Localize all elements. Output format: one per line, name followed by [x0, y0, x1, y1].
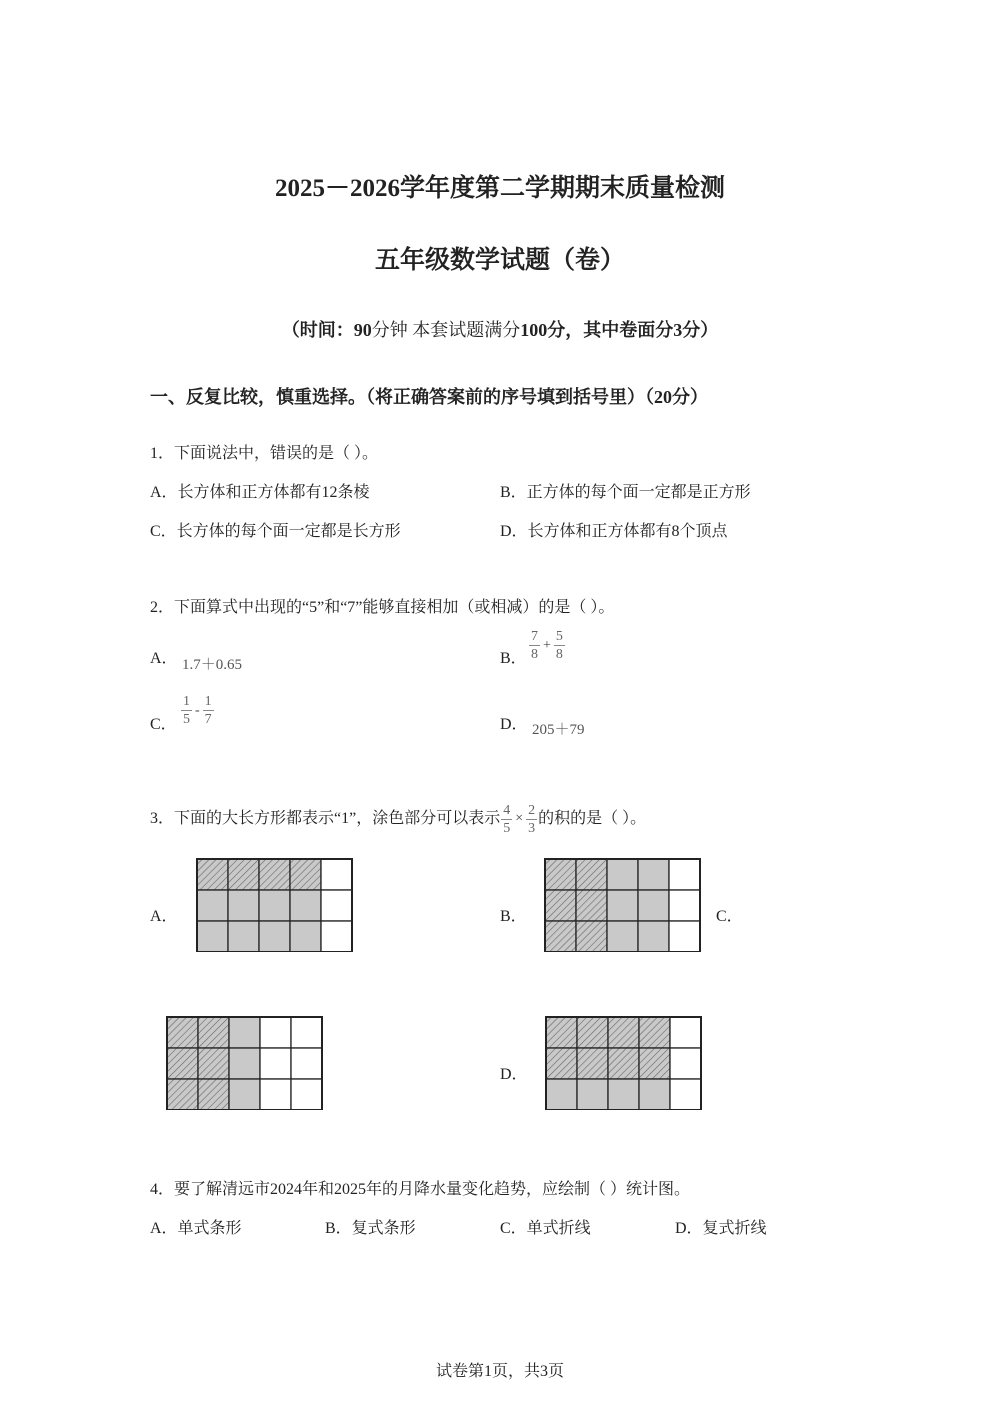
- grid-cell: [577, 1017, 608, 1048]
- question-1-stem: 1．下面说法中，错误的是（ ）。: [150, 445, 379, 462]
- grid-cell: [608, 1017, 639, 1048]
- grid-cell: [639, 1079, 670, 1110]
- question-2-option-c-label: C．: [150, 716, 177, 733]
- grid-cell: [198, 1079, 229, 1110]
- question-1-option-d: D．长方体和正方体都有8个顶点: [500, 523, 728, 540]
- grid-cell: [228, 890, 259, 921]
- question-4-option-d: D．复式折线: [675, 1220, 767, 1237]
- grid-cell: [260, 1048, 291, 1079]
- question-2-option-d-label: D．: [500, 716, 528, 733]
- question-3-option-b-label: B．: [500, 908, 527, 925]
- grid-cell: [576, 859, 607, 890]
- grid-cell: [546, 1048, 577, 1079]
- grid-cell: [259, 859, 290, 890]
- grid-cell: [259, 921, 290, 952]
- grid-cell: [639, 1048, 670, 1079]
- grid-cell: [577, 1079, 608, 1110]
- question-1-option-b: B．正方体的每个面一定都是正方形: [500, 484, 751, 501]
- grid-cell: [607, 859, 638, 890]
- grid-cell: [546, 1017, 577, 1048]
- fraction: $\frac{7}{8}$: [531, 629, 538, 662]
- question-4-option-a: A．单式条形: [150, 1220, 242, 1237]
- question-4-stem: 4．要了解清远市2024年和2025年的月降水量变化趋势，应绘制（ ）统计图。: [150, 1181, 691, 1198]
- question-3-option-d-label: D．: [500, 1066, 528, 1083]
- meta-score: 100: [520, 320, 548, 340]
- question-3-option-c-label: C．: [716, 908, 743, 925]
- meta-minute: 分钟 本套试题满分: [371, 320, 521, 340]
- grid-cell: [670, 1048, 701, 1079]
- grid-cell: [639, 1017, 670, 1048]
- question-3-figure-d: [545, 1016, 702, 1110]
- grid-cell: [290, 890, 321, 921]
- grid-cell: [545, 890, 576, 921]
- question-2-option-c-expr: $\frac{1}{5}$ - $\frac{1}{7}$: [183, 694, 212, 727]
- question-2-option-a-label: A．: [150, 650, 178, 667]
- grid-cell: [607, 921, 638, 952]
- grid-cell: [197, 890, 228, 921]
- grid-cell: [638, 921, 669, 952]
- grid-cell: [545, 859, 576, 890]
- meta-time: 90: [353, 320, 372, 340]
- question-2-option-d-expr: 205＋79: [532, 722, 585, 738]
- grid-cell: [669, 890, 700, 921]
- grid-cell: [229, 1048, 260, 1079]
- question-2-option-a-expr: 1.7＋0.65: [182, 657, 243, 673]
- grid-cell: [198, 1017, 229, 1048]
- fraction: $\frac{5}{8}$: [555, 629, 563, 662]
- grid-cell: [167, 1017, 198, 1048]
- grid-cell: [228, 921, 259, 952]
- fraction: $\frac{2}{3}$: [528, 802, 536, 836]
- question-3-figure-c: [166, 1016, 323, 1110]
- fraction: $\frac{1}{7}$: [204, 694, 212, 727]
- exam-title: 2025－2026学年度第二学期期末质量检测: [274, 175, 725, 202]
- grid-cell: [229, 1017, 260, 1048]
- question-3-stem: 3．下面的大长方形都表示“1”，涂色部分可以表示 $\frac{4}{5}$ × $\frac{2}{3}$ 的积的是（ ）。: [150, 802, 647, 836]
- fraction: $\frac{4}{5}$: [503, 802, 511, 836]
- grid-cell: [197, 921, 228, 952]
- grid-cell: [291, 1048, 322, 1079]
- question-3-figure-a: [196, 858, 353, 952]
- question-2-option-b-expr: $\frac{7}{8}$ + $\frac{5}{8}$: [531, 629, 563, 662]
- grid-cell: [670, 1017, 701, 1048]
- grid-cell: [669, 921, 700, 952]
- grid-cell: [228, 859, 259, 890]
- page-footer: 试卷第1页，共3页: [435, 1363, 564, 1380]
- grid-cell: [291, 1017, 322, 1048]
- grid-cell: [290, 859, 321, 890]
- grid-cell: [321, 859, 352, 890]
- grid-cell: [198, 1048, 229, 1079]
- grid-cell: [608, 1079, 639, 1110]
- grid-cell: [638, 890, 669, 921]
- meta-prefix: （时间：: [281, 320, 354, 340]
- meta-mid: 分，其中卷面分: [547, 320, 674, 340]
- grid-cell: [669, 859, 700, 890]
- question-1-option-a: A．长方体和正方体都有12条棱: [150, 484, 370, 501]
- grid-cell: [545, 921, 576, 952]
- grid-cell: [321, 890, 352, 921]
- grid-cell: [576, 921, 607, 952]
- grid-cell: [291, 1079, 322, 1110]
- grid-cell: [321, 921, 352, 952]
- grid-cell: [576, 890, 607, 921]
- grid-cell: [608, 1048, 639, 1079]
- question-2-option-b-label: B．: [500, 650, 527, 667]
- fraction: $\frac{1}{5}$: [183, 694, 190, 727]
- question-3-figure-b: [544, 858, 701, 952]
- grid-cell: [167, 1048, 198, 1079]
- grid-cell: [607, 890, 638, 921]
- grid-cell: [229, 1079, 260, 1110]
- grid-cell: [260, 1017, 291, 1048]
- grid-cell: [290, 921, 321, 952]
- question-1-option-c: C．长方体的每个面一定都是长方形: [150, 523, 401, 540]
- grid-cell: [259, 890, 290, 921]
- meta-suffix: 分）: [682, 320, 719, 340]
- grid-cell: [638, 859, 669, 890]
- grid-cell: [670, 1079, 701, 1110]
- grid-cell: [546, 1079, 577, 1110]
- question-3-option-a-label: A．: [150, 908, 178, 925]
- question-4-option-c: C．单式折线: [500, 1220, 591, 1237]
- section-heading: 一、反复比较，慎重选择。（将正确答案前的序号填到括号里）（20分）: [150, 387, 708, 407]
- question-2-stem: 2．下面算式中出现的“5”和“7”能够直接相加（或相减）的是（ ）。: [150, 599, 615, 616]
- exam-meta: [0, 316, 1000, 342]
- grid-cell: [197, 859, 228, 890]
- question-4-option-b: B．复式条形: [325, 1220, 416, 1237]
- grid-cell: [260, 1079, 291, 1110]
- grid-cell: [577, 1048, 608, 1079]
- meta-neat: 3: [673, 320, 683, 340]
- exam-subtitle: 五年级数学试题（卷）: [374, 247, 625, 274]
- grid-cell: [167, 1079, 198, 1110]
